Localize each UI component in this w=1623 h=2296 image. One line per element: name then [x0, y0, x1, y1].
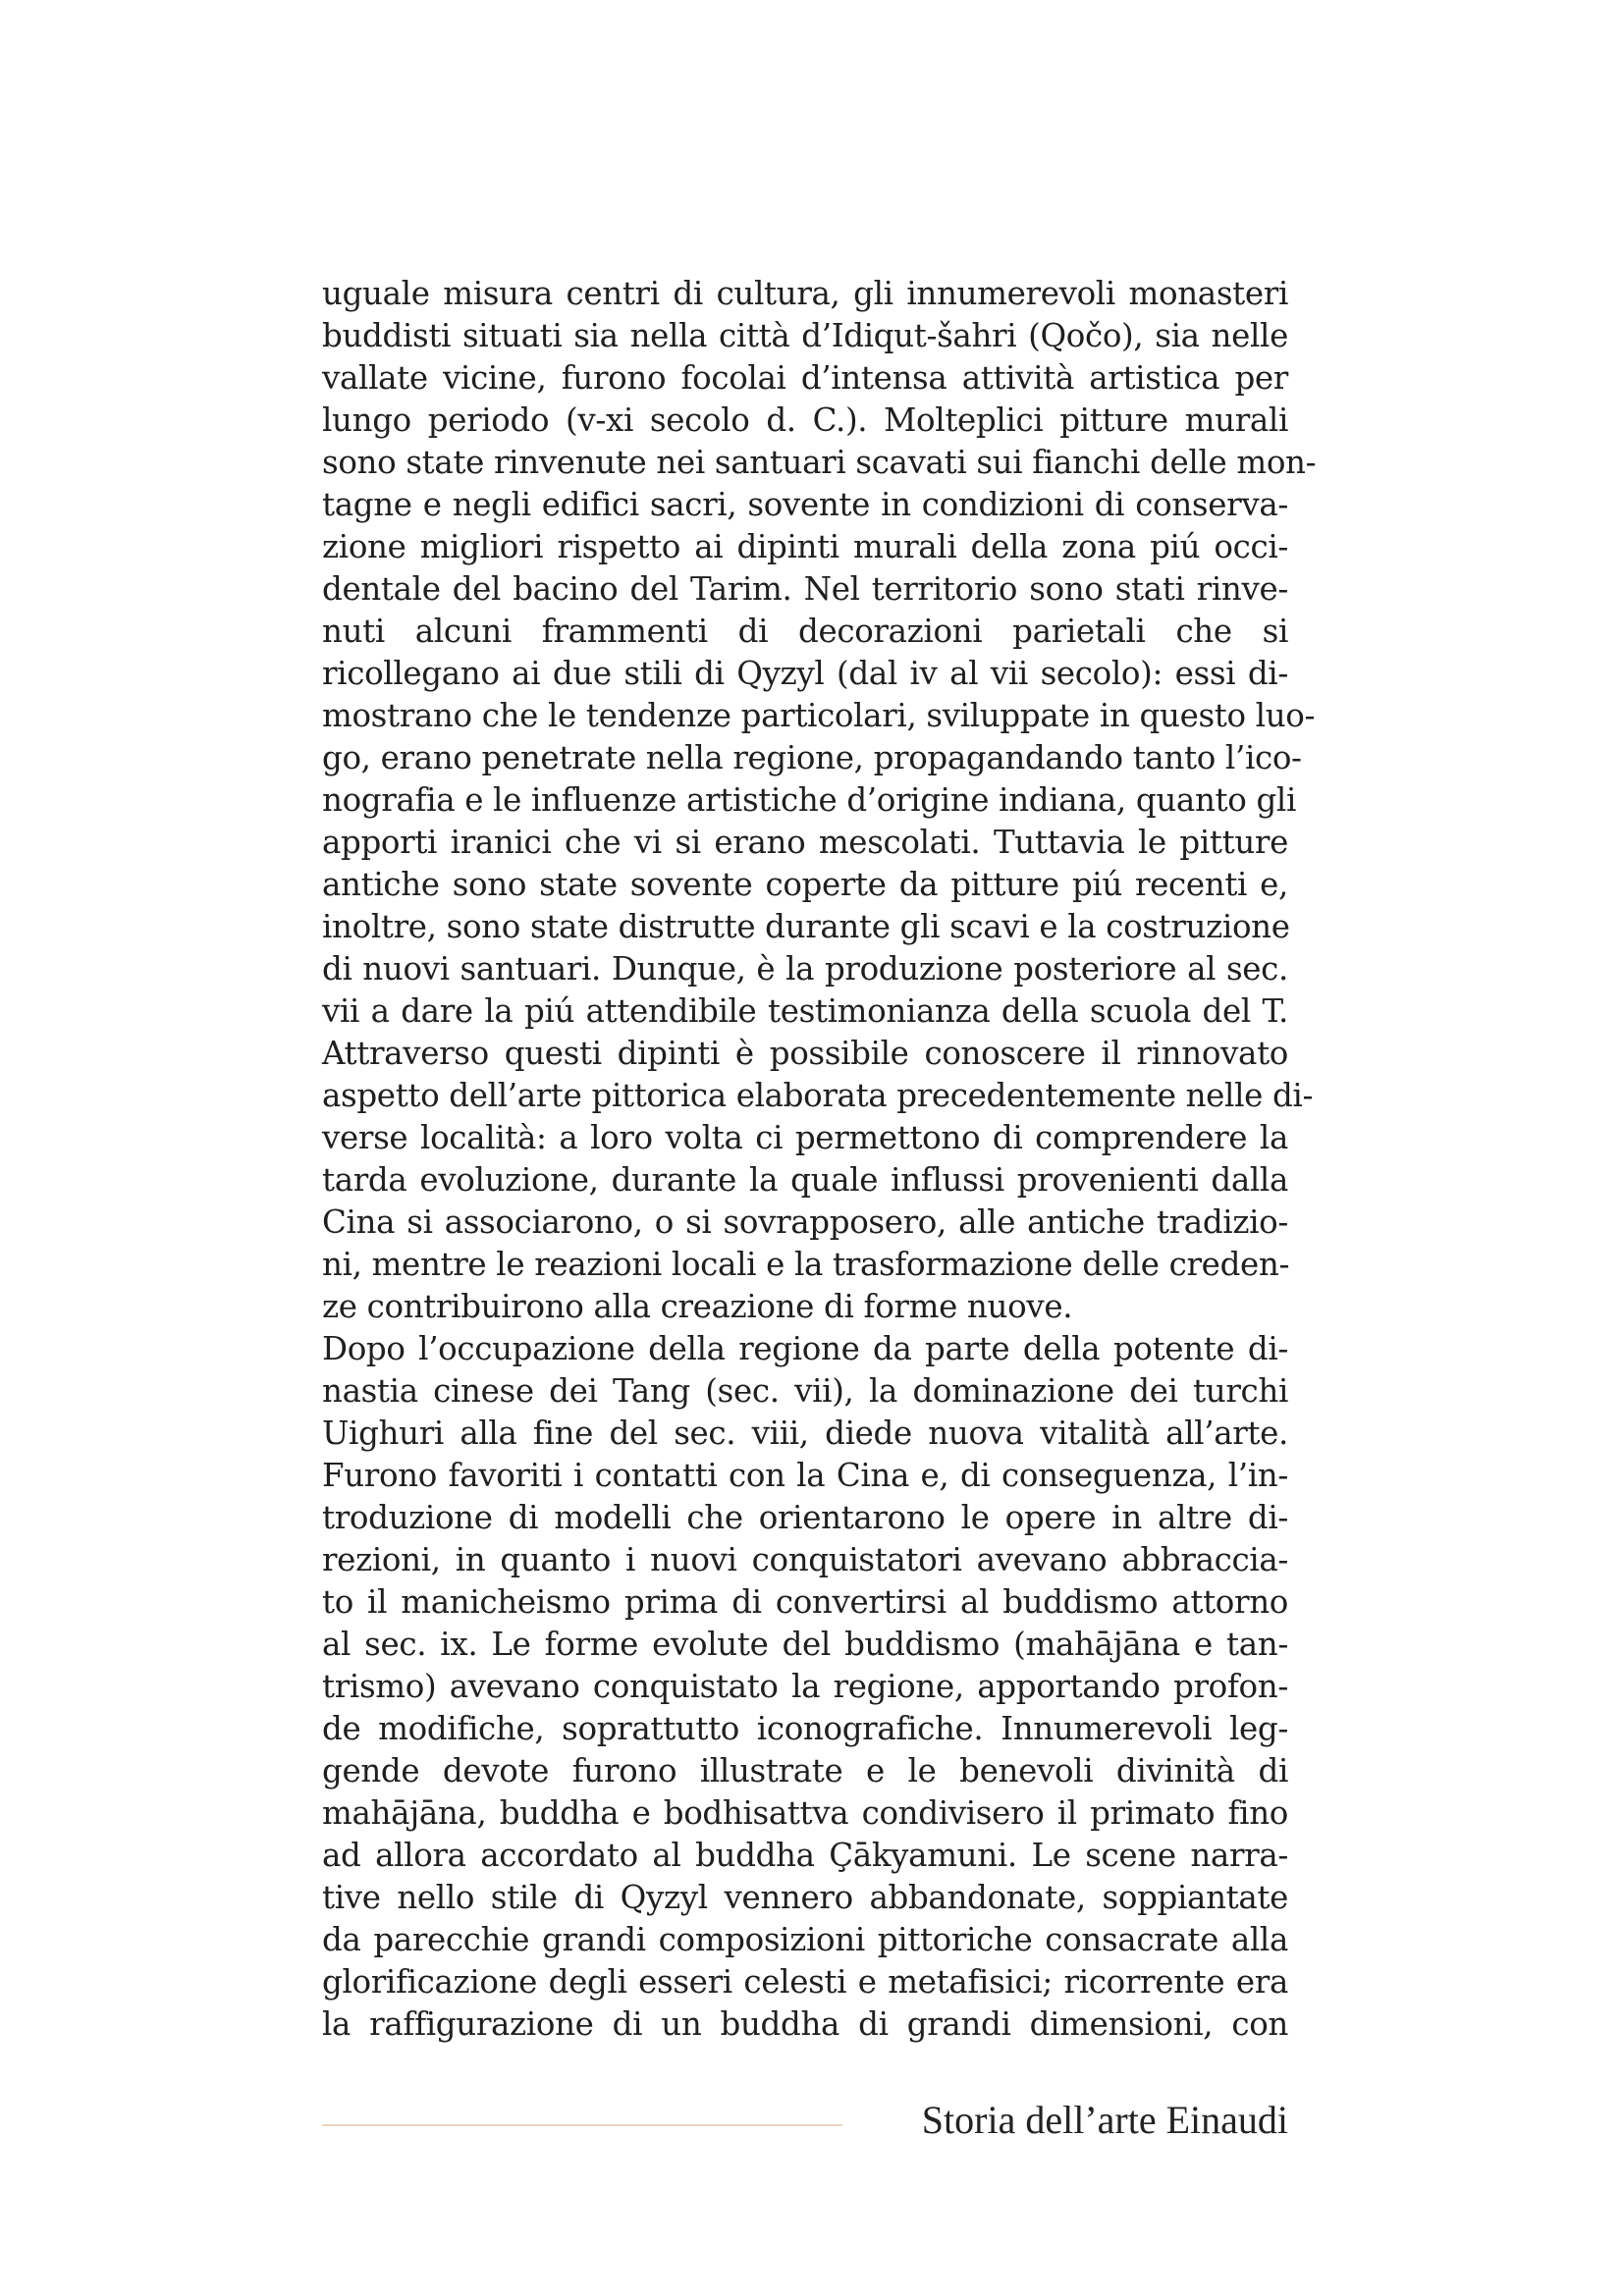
text-line: gende devote furono illustrate e le benevoli divinità di [322, 1752, 1288, 1789]
text-line: buddisti situati sia nella città d’Idiqut-šahri (Qočo), sia nelle [322, 317, 1288, 354]
footer [322, 2091, 1288, 2150]
text-line: verse località: a loro volta ci permettono di comprendere la [322, 1119, 1288, 1156]
text-line: al sec. ix. Le forme evolute del buddismo (mahājāna e tan- [322, 1626, 1288, 1663]
text-line: antiche sono state sovente coperte da pitture piú recenti e, [322, 866, 1288, 903]
text-line: vallate vicine, furono focolai d’intensa attività artistica per [322, 359, 1288, 397]
text-line: tive nello stile di Qyzyl vennero abbandonate, soppiantate [322, 1879, 1288, 1916]
text-line: trismo) avevano conquistato la regione, apportando profon- [322, 1668, 1288, 1705]
text-line: ze contribuirono alla creazione di forme nuove. [322, 1288, 1073, 1325]
text-line: Dopo l’occupazione della regione da parte della potente di- [322, 1330, 1288, 1367]
text-line: ricollegano ai due stili di Qyzyl (dal iv al vii secolo): essi di- [322, 655, 1288, 692]
text-line: lungo periodo (v-xi secolo d. C.). Molteplici pitture murali [322, 401, 1288, 439]
text-line: ad allora accordato al buddha Çākyamuni. Le scene narra- [322, 1837, 1288, 1874]
text-line: troduzione di modelli che orientarono le opere in altre di- [322, 1499, 1288, 1536]
footer-title: Storia dell’arte Einaudi [921, 2098, 1288, 2142]
text-line: mostrano che le tendenze particolari, sviluppate in questo luo- [322, 697, 1316, 734]
text-line: uguale misura centri di cultura, gli innumerevoli monasteri [322, 275, 1288, 312]
text-line: zione migliori rispetto ai dipinti murali della zona piú occi- [322, 528, 1288, 565]
text-line: Attraverso questi dipinti è possibile conoscere il rinnovato [322, 1035, 1288, 1072]
text-line: da parecchie grandi composizioni pittoriche consacrate alla [322, 1921, 1288, 1958]
text-line: la raffigurazione di un buddha di grandi dimensioni, con [322, 2005, 1288, 2043]
text-line: inoltre, sono state distrutte durante gli scavi e la costruzione [322, 908, 1290, 945]
text-line: to il manicheismo prima di convertirsi al buddismo attorno [322, 1583, 1288, 1621]
text-line: ni, mentre le reazioni locali e la trasformazione delle creden- [322, 1246, 1290, 1283]
text-line: sono state rinvenute nei santuari scavati sui fianchi delle mon- [322, 444, 1317, 481]
body-text [322, 273, 1317, 2046]
text-line: nuti alcuni frammenti di decorazioni parietali che si [322, 613, 1288, 650]
text-line: go, erano penetrate nella regione, propagandando tanto l’ico- [322, 739, 1302, 776]
text-line: nastia cinese dei Tang (sec. vii), la dominazione dei turchi [322, 1372, 1288, 1410]
footer-rule [322, 2124, 842, 2126]
text-line: nografia e le influenze artistiche d’origine indiana, quanto gli [322, 781, 1296, 819]
text-line: apporti iranici che vi si erano mescolati. Tuttavia le pitture [322, 824, 1288, 861]
text-line: di nuovi santuari. Dunque, è la produzione posteriore al sec. [322, 950, 1288, 988]
text-line: tarda evoluzione, durante la quale influssi provenienti dalla [322, 1161, 1288, 1199]
text-line: glorificazione degli esseri celesti e metafisici; ricorrente era [322, 1963, 1288, 2001]
text-line: vii a dare la piú attendibile testimonianza della scuola del T. [322, 992, 1288, 1030]
text-line: aspetto dell’arte pittorica elaborata precedentemente nelle di- [322, 1077, 1314, 1114]
text-line: tagne e negli edifici sacri, sovente in condizioni di conserva- [322, 486, 1288, 523]
text-line: mahājāna, buddha e bodhisattva condivisero il primato fino [322, 1794, 1288, 1832]
text-line: de modifiche, soprattutto iconografiche. Innumerevoli leg- [322, 1710, 1288, 1747]
text-line: Furono favoriti i contatti con la Cina e, di conseguenza, l’in- [322, 1457, 1288, 1494]
text-line: Cina si associarono, o si sovrapposero, alle antiche tradizio- [322, 1203, 1288, 1241]
text-line: rezioni, in quanto i nuovi conquistatori avevano abbraccia- [322, 1541, 1288, 1578]
text-line: Uighuri alla fine del sec. viii, diede nuova vitalità all’arte. [322, 1415, 1288, 1452]
text-line: dentale del bacino del Tarim. Nel territorio sono stati rinve- [322, 570, 1288, 608]
